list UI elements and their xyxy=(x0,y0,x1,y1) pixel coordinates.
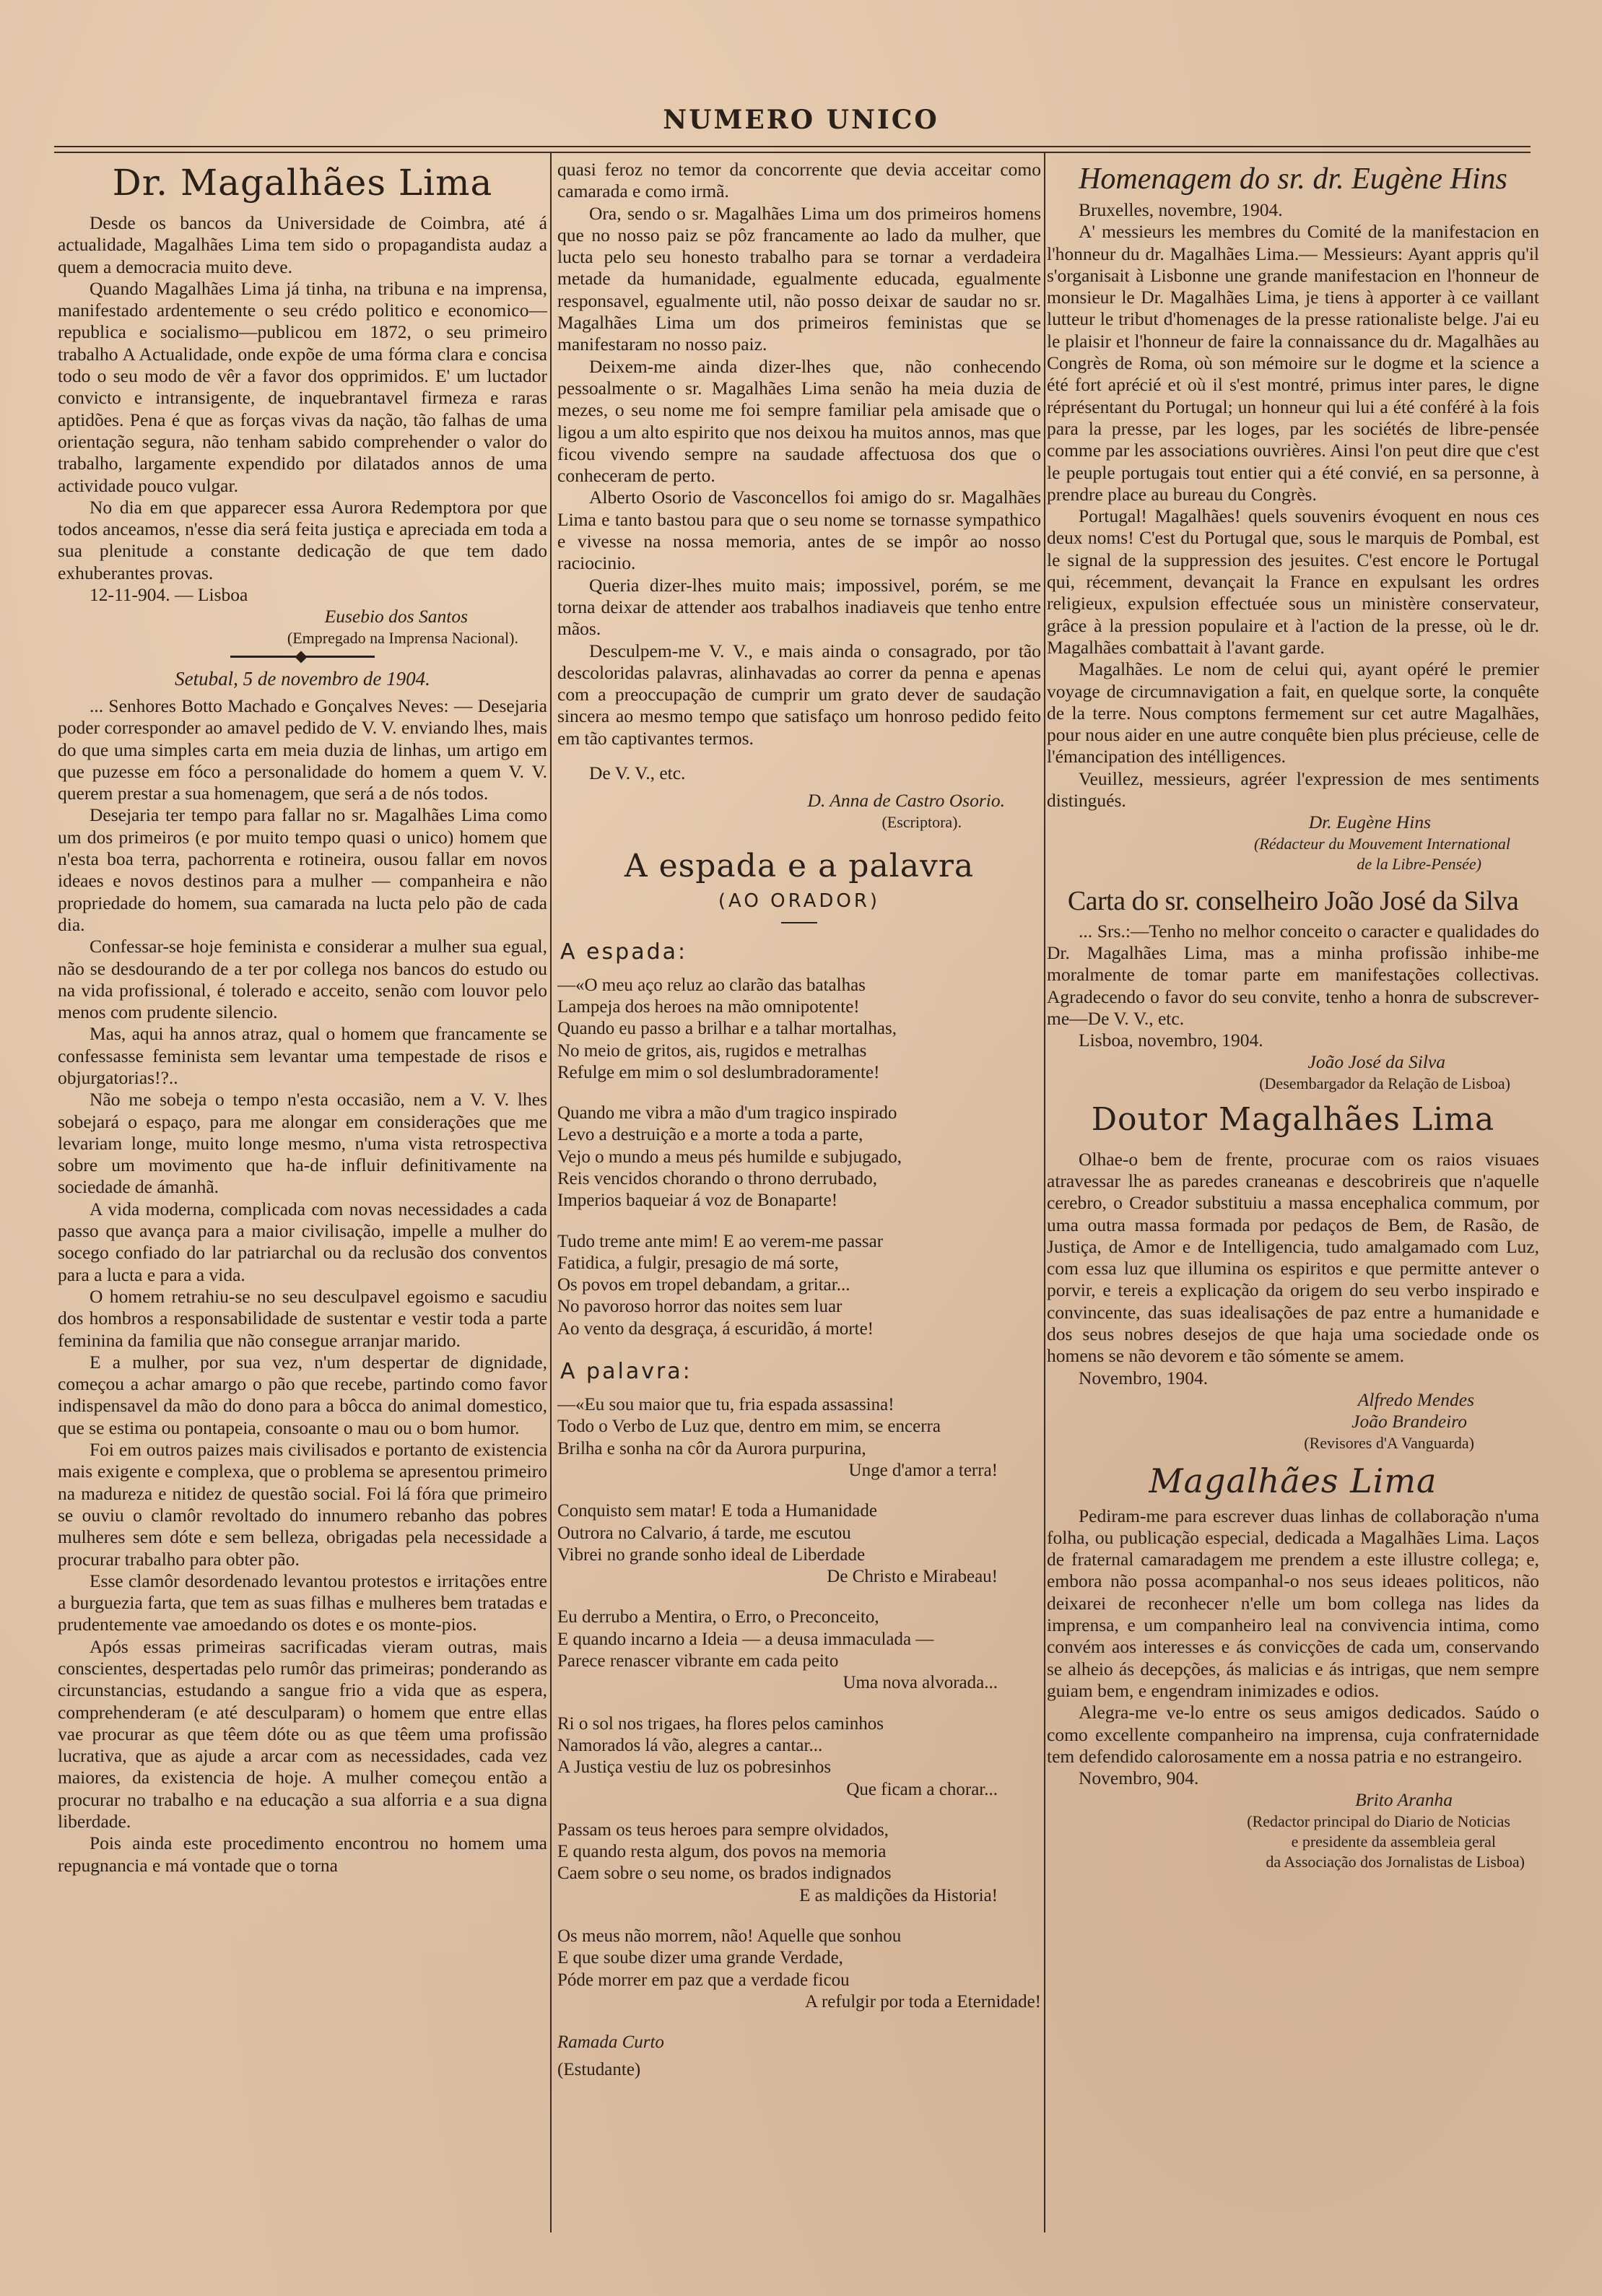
author-signature: Brito Aranha xyxy=(1355,1789,1453,1811)
author-role: de la Libre-Pensée) xyxy=(1357,854,1481,873)
poem-line: A refulgir por toda a Eternidade! xyxy=(805,1991,1041,2012)
poem-line: Refulge em mim o sol deslumbradoramente! xyxy=(557,1062,880,1082)
poem-line: Os povos em tropel debandam, a gritar... xyxy=(557,1275,850,1295)
poem-line: Fatidica, a fulgir, presagio de má sorte, xyxy=(557,1253,839,1273)
article-paragraph: Alegra-me ve-lo entre os seus amigos dedicados. Saúdo o como excellente companheiro na imprensa, cuja confraternidade tem defendido calorosamente em a nossa patria e no estrangeiro. xyxy=(1047,1702,1539,1767)
author-signature: Ramada Curto xyxy=(557,2032,664,2053)
poem-line: Levo a destruição e a morte a toda a parte, xyxy=(557,1125,863,1145)
dateline: Bruxelles, novembre, 1904. xyxy=(1079,199,1283,220)
column-rule-2 xyxy=(1044,153,1045,2232)
poem-line: Eu derrubo a Mentira, o Erro, o Preconceito, xyxy=(557,1607,879,1627)
author-role: da Associação dos Jornalistas de Lisboa) xyxy=(1266,1852,1525,1871)
author-signature: Eusebio dos Santos xyxy=(324,606,468,627)
poem-line: Imperios baqueiar á voz de Bonaparte! xyxy=(557,1191,838,1211)
article-paragraph: Não me sobeja o tempo n'esta occasião, nem a V. V. lhes sobejará o espaço, para me alongar em considerações que me levariam longe, muito longe mesmo, n'uma vista retrospectiva sobre um movimento que ha-de influir definitivamente na sociedade de ámanhã. xyxy=(58,1089,547,1198)
poem-line: A Justiça vestiu de luz os pobresinhos xyxy=(557,1757,832,1778)
poem-line: E as maldições da Historia! xyxy=(799,1885,998,1905)
author-role: (Revisores d'A Vanguarda) xyxy=(1304,1433,1474,1452)
poem-line: Outrora no Calvario, á tarde, me escutou xyxy=(557,1523,851,1543)
article-paragraph: No dia em que apparecer essa Aurora Redemptora por que todos anceamos, n'esse dia será feita justiça e apreciada em toda a sua plenitude a constante dedicação de que tem dado exhuberantes provas. xyxy=(58,496,547,583)
article-paragraph: Olhae-o bem de frente, procurae com os raios visuaes atravessar lhe as paredes craneanas e descobrireis que n'aquelle cerebro, o Creador substituiu a massa encephalica commum, por uma outra massa formada por pedaços de Bem, de Rasão, de Justiça, de Amor e de Intelligencia, tudo amalgamado com Luz, com essa luz que illumina os espiritos e que permitte antever o porvir, e tereis a explicação da origem do seu verbo inspirado e convincente, das suas idealisações de paz entre a humanidade e dos seus nobres desejos de que haja uma sociedade onde os homens se não devorem e tão sómente se amem. xyxy=(1047,1148,1539,1367)
poem-line: Passam os teus heroes para sempre olvidados, xyxy=(557,1819,889,1840)
dateline: Novembro, 904. xyxy=(1079,1767,1199,1789)
author-signature: João Brandeiro xyxy=(1351,1411,1467,1432)
poem-line: —«Eu sou maior que tu, fria espada assassina! xyxy=(557,1395,894,1415)
poem-line: Vejo o mundo a meus pés humilde e subjugado, xyxy=(557,1147,902,1167)
dateline: 12-11-904. — Lisboa xyxy=(90,584,248,606)
article-paragraph: Deixem-me ainda dizer-lhes que, não conhecendo pessoalmente o sr. Magalhães Lima senão ha meia duzia de mezes, o seu nome me foi sempre familiar pela amisade que o ligou a um alto espirito que nos deixou ha muitos annos, mas que ficou vivendo sempre na saudade affectuosa dos que o conheceram de perto. xyxy=(557,355,1041,487)
author-role: (Empregado na Imprensa Nacional). xyxy=(287,628,518,647)
article-paragraph: Magalhães. Le nom de celui qui, ayant opéré le premier voyage de circumnavigation a fait, en quelque sorte, la conquête de la terre. Nous comptons fermement sur cet autre Magalhães, pour nous aider en une autre conquête bien plus précieuse, celle de l'émancipation des intélligences. xyxy=(1047,658,1539,767)
article-paragraph: Esse clamôr desordenado levantou protestos e irritações entre a burguezia farta, que tem as suas filhas e mulheres bem tratadas e prudentemente vae amoedando os dotes e os monte-pios. xyxy=(58,1570,547,1635)
poem-line: Todo o Verbo de Luz que, dentro em mim, se encerra xyxy=(557,1417,941,1437)
poem-line: Ao vento da desgraça, á escuridão, á morte! xyxy=(557,1318,874,1339)
article-title: Carta do sr. conselheiro João José da Silva xyxy=(1067,885,1519,916)
poem-line: E quando resta algum, dos povos na memoria xyxy=(557,1842,887,1862)
poem-line: No pavoroso horror das noites sem luar xyxy=(557,1297,843,1317)
article-paragraph: Ora, sendo o sr. Magalhães Lima um dos primeiros homens que no nosso paiz se pôz francamente ao lado da mulher, que lucta pelo seu honesto trabalho para se tornar a verdadeira metade da humanidade, egualmente educada, egualmente responsavel, egualmente util, não posso deixar de saudar no sr. Magalhães Lima um dos primeiros feministas que se manifestaram no nosso paiz. xyxy=(557,202,1041,355)
poem-stanza xyxy=(557,1231,1041,1340)
article-paragraph: Mas, aqui ha annos atraz, qual o homem que francamente se confessasse feminista sem levantar uma tempestade de risos e objurgatorias!?.. xyxy=(58,1023,547,1088)
author-signature: D. Anna de Castro Osorio. xyxy=(807,790,1005,812)
article-paragraph: E a mulher, por sua vez, n'um despertar de dignidade, começou a achar amargo o pão que recebe, partindo como favor indispensavel da mão do dono para a bôcca do animal domestico, que se estima ou pontapeia, consoante o mau ou o bom humor. xyxy=(58,1351,547,1438)
poem-line: Brilha e sonha na côr da Aurora purpurina, xyxy=(557,1438,866,1458)
article-paragraph: ... Srs.:—Tenho no melhor conceito o caracter e qualidades do Dr. Magalhães Lima, mas a minha profissão inhibe-me moralmente de tomar parte em manifestações collectivas. Agradecendo o favor do seu convite, tenho a honra de subscrever-me—De V. V., etc. xyxy=(1047,920,1539,1029)
article-title: Homenagem do sr. dr. Eugène Hins xyxy=(1079,162,1507,196)
column-3 xyxy=(1047,159,1539,2238)
poem-line: Parece renascer vibrante em cada peito xyxy=(557,1651,839,1671)
article-paragraph: Foi em outros paizes mais civilisados e portanto de existencia mais exigente e complexa, que o problema se apresentou primeiro na madureza e nitidez de questão social. Foi lá fóra que primeiro se ouviu o clamôr revoltado do innumero rebanho das pobres mulheres sem dóte e sem belleza, obrigadas pela necessidade a procurar trabalho para obter pão. xyxy=(58,1439,547,1570)
column-rule-1 xyxy=(550,153,552,2232)
author-role: (Estudante) xyxy=(557,2060,641,2080)
poem-stanza xyxy=(557,1500,1041,1588)
poem-line: E quando incarno a Ideia — a deusa immaculada — xyxy=(557,1629,934,1649)
poem-line: —«O meu aço reluz ao clarão das batalhas xyxy=(557,975,866,995)
poem-line: Os meus não morrem, não! Aquelle que sonhou xyxy=(557,1926,902,1946)
poem-line: De Christo e Mirabeau! xyxy=(827,1567,998,1587)
article-paragraph: A vida moderna, complicada com novas necessidades a cada passo que avança para a maior civilisação, impelle a mulher do socego confiado do lar patriarchal ou da reclusão dos conventos para a lucta e para a vida. xyxy=(58,1198,547,1285)
poem-line: Conquisto sem matar! E toda a Humanidade xyxy=(557,1501,877,1521)
author-role: (Escriptora). xyxy=(881,812,962,831)
poem-stanza xyxy=(557,1926,1041,2013)
poem-line: Uma nova alvorada... xyxy=(843,1673,998,1693)
article-paragraph: Pois ainda este procedimento encontrou no homem uma repugnancia e má vontade que o torna xyxy=(58,1832,547,1876)
poem-line: Reis vencidos chorando o throno derrubado, xyxy=(557,1168,877,1188)
author-signature: João José da Silva xyxy=(1307,1051,1445,1073)
author-signature: Alfredo Mendes xyxy=(1357,1388,1474,1410)
poem xyxy=(557,845,1041,2082)
poem-stanza xyxy=(557,1606,1041,1694)
letter-closing: De V. V., etc. xyxy=(589,762,686,784)
letter-heading: Setubal, 5 de novembro de 1904. xyxy=(175,667,430,690)
article-paragraph: Alberto Osorio de Vasconcellos foi amigo do sr. Magalhães Lima e tanto bastou para que o seu nome se tornasse sympathico e vivesse na nossa memoria, antes de se impôr ao nosso raciocinio. xyxy=(557,487,1041,574)
poem-section-heading: A palavra: xyxy=(560,1359,692,1385)
article-paragraph: Quando Magalhães Lima já tinha, na tribuna e na imprensa, manifestado ardentemente o seu crédo politico e economico—republica e socialismo—publicou em 1872, o seu primeiro trabalho A Actualidade, onde expõe de uma fórma clara e concisa todo o seu modo de vêr a favor dos opprimidos. E' um luctador convicto e intransigente, de inquebrantavel firmeza e raras aptidões. Pena é que as forças vivas da nação, tão falhas de uma orientação segura, não tenham sabido comprehender o valor do trabalho, largamente expendido por dilatados annos de uma actividade pouco vulgar. xyxy=(58,277,547,496)
poem-line: No meio de gritos, ais, rugidos e metralhas xyxy=(557,1040,867,1061)
article-paragraph: A' messieurs les membres du Comité de la manifestacion en l'honneur du dr. Magalhães Lima.— Messieurs: Ayant appris qu'il s'organisait à Lisbonne une grande manifestacion en l'honneur de monsieur le Dr. Magalhães Lima, je tiens à apporter à ce vaillant lutteur le tribut d'homenages de la presse rationaliste belge. J'ai eu le plaisir et l'honneur de faire la connaissance du dr. Magalhães au Congrès de Roma, où son mémoire sur le dogme et la science a été fort aprécié et où il s'est montré, primus inter pares, le digne réprésentant du Portugal; un honneur qui lui a été conféré à la fois para la presse, par les loges, par les sociétés de libre-pensée comme par les associations ouvrières. Ainsi l'on peut dire que c'est le peuple portugais tout entier qui a été convié, en sa personne, à prendre place au bureau du Congrès. xyxy=(1047,221,1539,505)
article-paragraph: Queria dizer-lhes muito mais; impossivel, porém, se me torna deixar de attender aos trabalhos inadiaveis que tenho entre mãos. xyxy=(557,574,1041,640)
article-paragraph: Após essas primeiras sacrificadas vieram outras, mais conscientes, despertadas pelo rumôr das primeiras; ponderando as circunstancias, estudando a sangue frio a vida que as espera, comprehenderam (e até desculparam) o homem que entre ellas vae procurar as que têem dóte ou as que têem uma profissão lucrativa, que as ajude a arcar com as necessidades, cada vez maiores, da existencia de hoje. A mulher começou então a procurar no trabalho e na educação a sua alforria e a sua digna liberdade. xyxy=(58,1635,547,1832)
dateline: Lisboa, novembro, 1904. xyxy=(1079,1030,1263,1051)
article-paragraph: O homem retrahiu-se no seu desculpavel egoismo e sacudiu dos hombros a responsabilidade de sustentar e vestir toda a parte feminina da familia que não consegue arranjar marido. xyxy=(58,1285,547,1351)
masthead: NUMERO UNICO xyxy=(663,105,939,135)
article-title: Doutor Magalhães Lima xyxy=(1091,1100,1495,1138)
poem-line: Vibrei no grande sonho ideal de Liberdade xyxy=(557,1544,866,1565)
dateline: Novembro, 1904. xyxy=(1079,1367,1209,1388)
author-role: e presidente da assembleia geral xyxy=(1291,1832,1496,1851)
author-role: (Desembargador da Relação de Lisboa) xyxy=(1259,1074,1510,1092)
article-paragraph: Pediram-me para escrever duas linhas de collaboração n'uma folha, ou publicação especial, dedicada a Magalhães Lima. Laços de fraternal camaradagem me prendem a este illustre collega; e, embora não possa acompanhal-o nos seus ideaes politicos, não deixarei de reconhecer n'elle um bom collega nas lides da imprensa, e um companheiro leal na convivencia intima, como convém aos interesses e ás convicções de cada um, conservando se alheio ás decepções, ás malicias e ás intrigas, que nem sempre guiam bem, e engendram inimizades e odios. xyxy=(1047,1505,1539,1701)
poem-subtitle: (AO ORADOR) xyxy=(718,890,881,912)
article-title: Dr. Magalhães Lima xyxy=(112,162,493,204)
article-paragraph: Desde os bancos da Universidade de Coimbra, até á actualidade, Magalhães Lima tem sido o propagandista audaz a quem a democracia muito deve. xyxy=(58,212,547,277)
poem-stanza xyxy=(557,975,1041,1084)
article-paragraph: Portugal! Magalhães! quels souvenirs évoquent en nous ces deux noms! C'est du Portugal que, sous le marquis de Pombal, est le signal de la suppression des jesuites. C'est encore le Portugal qui, récemment, devançait la France en expulsant les ordres religieux, expulsion effectuée sous un ministère conservateur, grâce à la pression populaire et à l'action de la presse, où le dr. Magalhães combattait à l'avant garde. xyxy=(1047,505,1539,658)
poem-line: Quando me vibra a mão d'um tragico inspirado xyxy=(557,1103,897,1123)
article-paragraph: ... Senhores Botto Machado e Gonçalves Neves: — Desejaria poder corresponder ao amavel pedido de V. V. enviando lhes, mais do que uma simples carta em meia duzia de linhas, um artigo em que puzesse em fóco a personalidade do homem a quem V. V. querem prestar a sua homenagem, que será a de nós todos. xyxy=(58,695,547,804)
author-role: (Redactor principal do Diario de Noticias xyxy=(1247,1812,1510,1830)
poem-line: Lampeja dos heroes na mão omnipotente! xyxy=(557,996,860,1017)
poem-line: Unge d'amor a terra! xyxy=(848,1460,998,1480)
author-role: (Rédacteur du Mouvement International xyxy=(1254,834,1510,853)
poem-title: A espada e a palavra xyxy=(624,847,975,884)
poem-stanza xyxy=(557,1819,1041,1907)
article-paragraph: quasi feroz no temor da concorrente que devia acceitar como camarada e como irmã. xyxy=(557,159,1041,202)
short-rule xyxy=(781,922,817,923)
poem-line: Caem sobre o seu nome, os brados indignados xyxy=(557,1864,892,1884)
article-paragraph: Desculpem-me V. V., e mais ainda o consagrado, por tão descoloridas palavras, alinhavadas ao correr da penna e apenas com a preoccupação de cumprir um grato dever de saudação sincera ao mesmo tempo que satisfaço um honroso pedido feito em tão captivantes termos. xyxy=(557,640,1041,749)
column-2 xyxy=(557,159,1041,2238)
article-paragraph: Desejaria ter tempo para fallar no sr. Magalhães Lima como um dos primeiros (e por muito tempo quasi o unico) homem que n'esta boa terra, pachorrenta e rotineira, ousou fallar em novos ideaes e novos destinos para a mulher — companheira e não propriedade do homem, sua camarada na lucta pelo pão de cada dia. xyxy=(58,804,547,935)
poem-line: Quando eu passo a brilhar e a talhar mortalhas, xyxy=(557,1019,897,1039)
poem-stanza xyxy=(557,1103,1041,1212)
poem-line: Namorados lá vão, alegres a cantar... xyxy=(557,1735,823,1755)
poem-line: E que soube dizer uma grande Verdade, xyxy=(557,1948,843,1968)
poem-line: Que ficam a chorar... xyxy=(846,1779,998,1799)
column-1 xyxy=(58,159,547,2238)
poem-line: Póde morrer em paz que a verdade ficou xyxy=(557,1970,850,1990)
top-rule xyxy=(54,146,1531,153)
ornament-divider xyxy=(230,656,375,658)
poem-section-heading: A espada: xyxy=(560,939,688,965)
article-paragraph: Confessar-se hoje feminista e considerar a mulher sua egual, não se desdourando de a ter por collega nos bancos do estudo ou na vida profissional, é tolerado e acceito, senão com louvor pelo menos com prudente silencio. xyxy=(58,936,547,1023)
poem-line: Tudo treme ante mim! E ao verem-me passar xyxy=(557,1231,884,1251)
poem-line: Ri o sol nos trigaes, ha flores pelos caminhos xyxy=(557,1713,884,1734)
poem-stanza xyxy=(557,1394,1041,1482)
article-paragraph: Veuillez, messieurs, agréer l'expression de mes sentiments distingués. xyxy=(1047,767,1539,812)
article-title: Magalhães Lima xyxy=(1149,1461,1437,1500)
author-signature: Dr. Eugène Hins xyxy=(1308,812,1431,833)
poem-stanza xyxy=(557,1713,1041,1801)
